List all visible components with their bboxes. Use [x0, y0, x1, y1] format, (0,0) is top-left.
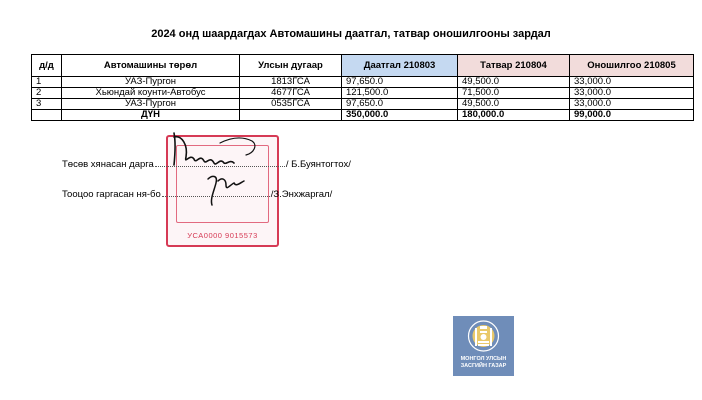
- total-no: [32, 110, 62, 121]
- document-title: 2024 онд шаардагдах Автомашины даатгал, татвар оношилгооны зардал: [151, 28, 551, 40]
- row-no: 1: [32, 77, 62, 88]
- header-no: д/д: [32, 55, 62, 77]
- approver-label: Төсөв хянасан дарга: [62, 159, 154, 170]
- row-vehicle-type: Хьюндай коунти-Автобус: [62, 88, 240, 99]
- signature-dots: [162, 188, 270, 197]
- approver-signature-line: [62, 158, 351, 170]
- row-vehicle-type: УАЗ-Пургон: [62, 99, 240, 110]
- row-diagnosis: 33,000.0: [570, 77, 694, 88]
- emblem-line-1: МОНГОЛ УЛСЫН: [460, 356, 507, 362]
- table-row: [32, 77, 694, 88]
- header-plate: Улсын дугаар: [240, 55, 342, 77]
- preparer-label: Тооцоо гаргасан ня-бо: [62, 189, 161, 200]
- row-vehicle-type: УАЗ-Пургон: [62, 77, 240, 88]
- row-plate: 1813ГСА: [240, 77, 342, 88]
- row-no: 2: [32, 88, 62, 99]
- total-plate: [240, 110, 342, 121]
- row-diagnosis: 33,000.0: [570, 88, 694, 99]
- table-total-row: [32, 110, 694, 121]
- total-tax: 180,000.0: [458, 110, 570, 121]
- header-vehicle-type: Автомашины төрөл: [62, 55, 240, 77]
- row-plate: 4677ГСА: [240, 88, 342, 99]
- row-insurance: 97,650.0: [342, 99, 458, 110]
- preparer-signature-line: [62, 188, 332, 200]
- header-diagnosis: Оношилгоо 210805: [570, 55, 694, 77]
- table-row: [32, 88, 694, 99]
- expense-table: [31, 54, 694, 121]
- row-tax: 49,500.0: [458, 99, 570, 110]
- handwritten-signature-icon: [160, 125, 290, 215]
- row-tax: 71,500.0: [458, 88, 570, 99]
- row-tax: 49,500.0: [458, 77, 570, 88]
- table-row: [32, 99, 694, 110]
- total-diagnosis: 99,000.0: [570, 110, 694, 121]
- total-insurance: 350,000.0: [342, 110, 458, 121]
- header-insurance: Даатгал 210803: [342, 55, 458, 77]
- row-diagnosis: 33,000.0: [570, 99, 694, 110]
- signature-dots: [155, 158, 285, 167]
- government-emblem: [453, 316, 514, 376]
- row-insurance: 97,650.0: [342, 77, 458, 88]
- row-insurance: 121,500.0: [342, 88, 458, 99]
- preparer-name: /З.Энхжаргал/: [270, 189, 333, 200]
- emblem-line-2: ЗАСГИЙН ГАЗАР: [460, 363, 507, 369]
- stamp-serial: УСА0000 9015573: [187, 231, 258, 240]
- row-no: 3: [32, 99, 62, 110]
- approver-name: / Б.Буянтогтох/: [285, 159, 351, 170]
- row-plate: 0535ГСА: [240, 99, 342, 110]
- header-tax: Татвар 210804: [458, 55, 570, 77]
- table-header-row: [32, 55, 694, 77]
- soyombo-emblem-icon: [453, 316, 514, 356]
- total-label: ДҮН: [62, 110, 240, 121]
